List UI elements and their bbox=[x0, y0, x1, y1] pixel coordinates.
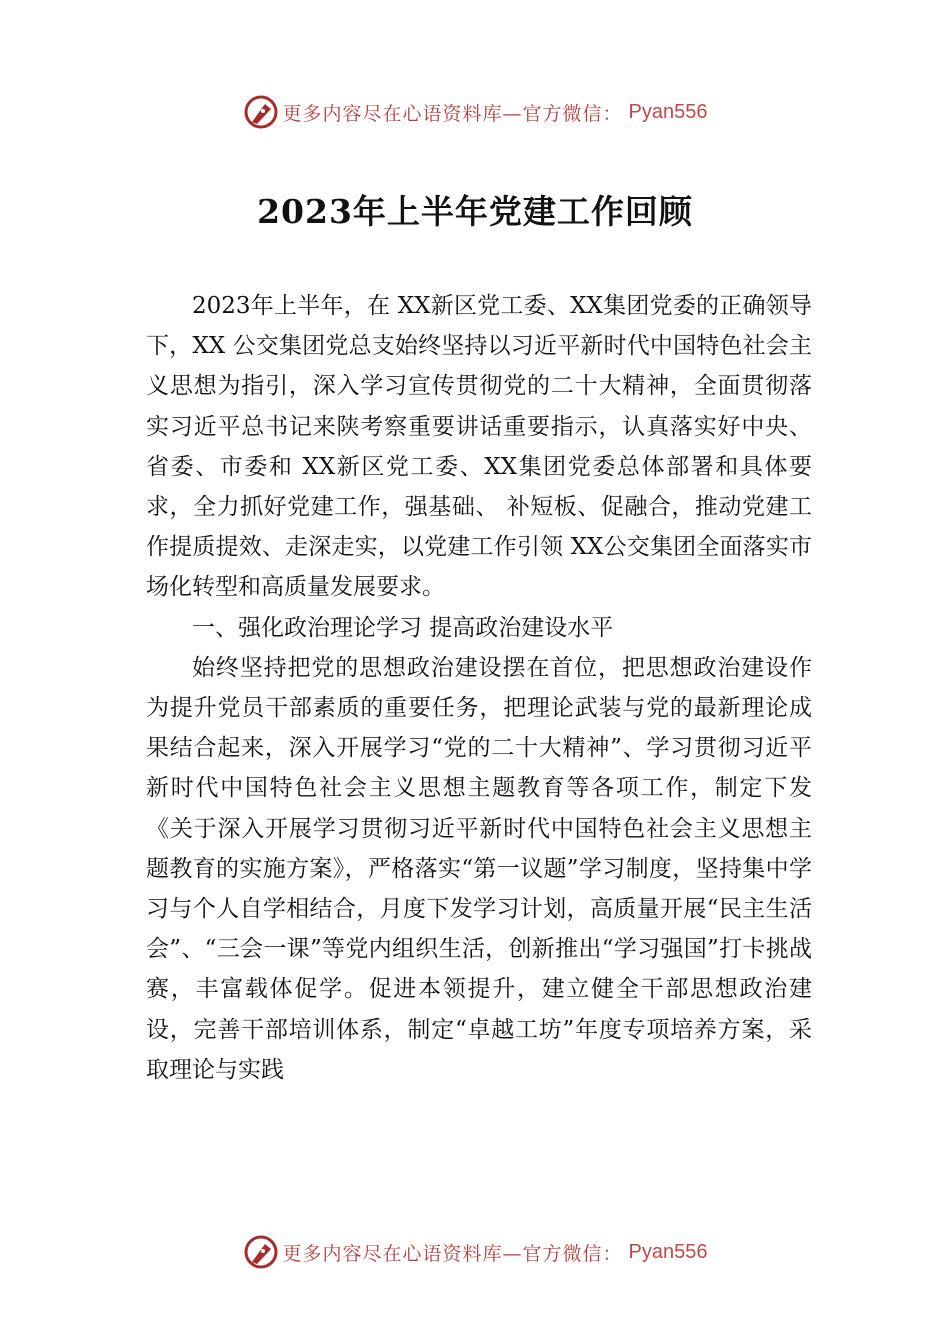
watermark-text: 更多内容尽在心语资料库—官方微信： bbox=[282, 1242, 623, 1265]
body-paragraph: 始终坚持把党的思想政治建设摆在首位，把思想政治建设作为提升党员干部素质的重要任务，把理论武装与党的最新理论成果结合起来，深入开展学习“党的二十大精神”、学习贯彻习近平新时代中国特色社会主义思想主题教育等各项工作，制定下发《关于深入开展学习贯彻习近平新时代中国特色社会主义思想主题教育的实施方案》，严格落实“第一议题”学习制度，坚持集中学习与个人自学相结合，月度下发学习计划，高质量开展“民主生活会”、“三会一课”等党内组织生活，创新推出“学习强国”打卡挑战赛，丰富载体促学。促进本领提升，建立健全干部思想政治建设，完善干部培训体系，制定“卓越工坊”年度专项培养方案，采取理论与实践 bbox=[146, 654, 812, 1083]
watermark-banner-bottom bbox=[0, 1232, 950, 1272]
document-title: 2023年上半年党建工作回顾 bbox=[257, 192, 693, 231]
document-body bbox=[146, 286, 812, 1090]
watermark-wechat-id: Pyan556 bbox=[628, 100, 708, 123]
watermark-banner-top bbox=[0, 92, 950, 132]
watermark-text: 更多内容尽在心语资料库—官方微信： bbox=[282, 102, 623, 125]
section-heading: 一、强化政治理论学习 提高政治建设水平 bbox=[192, 614, 614, 641]
pen-nib-logo-icon bbox=[243, 94, 279, 130]
watermark-wechat-id: Pyan556 bbox=[628, 1240, 708, 1263]
intro-paragraph: 2023年上半年，在 XX新区党工委、XX集团党委的正确领导下，XX 公交集团党总支始终坚持以习近平新时代中国特色社会主义思想为指引，深入学习宣传贯彻党的二十大精神，全面贯彻落实习近平总书记来陕考察重要讲话重要指示，认真落实好中央、省委、市委和 XX新区党工委、XX集团党委总体部署和具体要求，全力抓好党建工作，强基础、 补短板、促融合，推动党建工作提质提效、走深走实，以党建工作引领 XX公交集团全面落实市场化转型和高质量发展要求。 bbox=[146, 293, 812, 601]
pen-nib-logo-icon bbox=[243, 1234, 279, 1270]
